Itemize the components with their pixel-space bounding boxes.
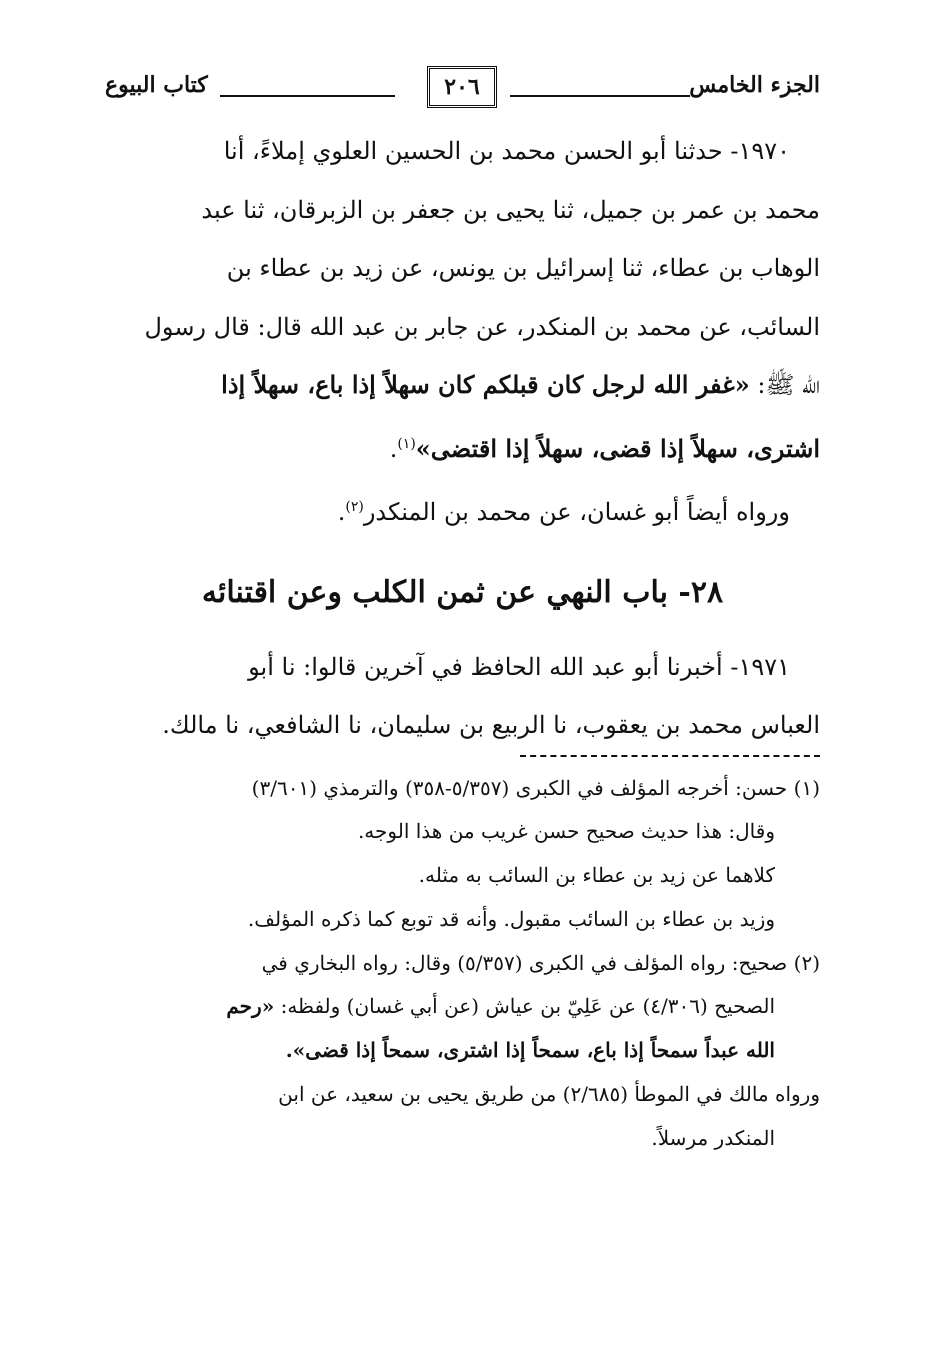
hadith-1970-line-2: محمد بن عمر بن جميل، ثنا يحيى بن جعفر بن الزبرقان، ثنا عبد — [201, 195, 820, 224]
page-header — [105, 62, 820, 122]
hadith-1970-quote-end: اشترى، سهلاً إذا قضى، سهلاً إذا اقتضى» — [415, 433, 820, 463]
hadith-1970-alt-narration — [105, 478, 820, 542]
alt-narration-end: . — [337, 498, 346, 526]
book-section-title: كتاب البيوع — [105, 72, 208, 98]
header-rule-right — [510, 95, 690, 97]
footnote-2-quote-start: «رحم — [226, 994, 275, 1019]
footnote-2-line-1: (٢) صحيح: رواه المؤلف في الكبرى (٥/٣٥٧) وقال: رواه البخاري في — [261, 950, 820, 975]
page-number: ٢٠٦ — [427, 66, 497, 108]
footnote-1-line-2: وقال: هذا حديث صحيح حسن غريب من هذا الوجه. — [357, 819, 775, 844]
hadith-1970-line-3: الوهاب بن عطاء، ثنا إسرائيل بن يونس، عن زيد بن عطاء بن — [226, 254, 820, 282]
footnote-2-line-3: الله عبداً سمحاً إذا باع، سمحاً إذا اشترى، سمحاً إذا قضى». — [285, 1038, 775, 1063]
hadith-1970-line-6 — [105, 415, 820, 479]
chapter-heading: ٢٨- باب النهي عن ثمن الكلب وعن اقتنائه — [201, 574, 724, 610]
hadith-1971-line-1: ١٩٧١- أخبرنا أبو عبد الله الحافظ في آخرين قالوا: نا أبو — [248, 652, 790, 681]
footnote-1-line-3: كلاهما عن زيد بن عطاء بن السائب به مثله. — [418, 863, 775, 888]
footnote-2-line-2 — [105, 985, 820, 1029]
hadith-1970-quote-start: «غفر الله لرجل كان قبلكم كان سهلاً إذا باع، سهلاً إذا — [221, 370, 750, 399]
hadith-1970-line-5-start: الله ﷺ: — [749, 371, 820, 399]
hadith-1970-line-5 — [105, 356, 820, 415]
footnote-2-line-5: المنكدر مرسلاً. — [651, 1125, 775, 1150]
footnote-separator — [520, 755, 820, 757]
hadith-1970-line-1: ١٩٧٠- حدثنا أبو الحسن محمد بن الحسين العلوي إملاءً، أنا — [223, 137, 790, 165]
footnote-1-line-1: (١) حسن: أخرجه المؤلف في الكبرى (٥/٣٥٧-٣٥٨) والترمذي (٣/٦٠١) — [251, 775, 820, 800]
footnote-2-line-2-start: الصحيح (٤/٣٠٦) عن عَلِيّ بن عياش (عن أبي غسان) ولفظه: — [274, 994, 775, 1019]
footnote-ref-1: (١) — [397, 435, 416, 452]
footnote-1-line-4: وزيد بن عطاء بن السائب مقبول. وأنه قد توبع كما ذكره المؤلف. — [247, 906, 775, 931]
alt-narration-text: ورواه أيضاً أبو غسان، عن محمد بن المنكدر — [363, 498, 790, 526]
header-rule-left — [220, 95, 395, 97]
hadith-1971-line-2: العباس محمد بن يعقوب، نا الربيع بن سليمان، نا الشافعي، نا مالك. — [162, 711, 820, 739]
main-text — [105, 122, 820, 755]
footnote-ref-2: (٢) — [345, 499, 364, 515]
footnotes — [105, 767, 820, 1161]
footnote-2-line-4: ورواه مالك في الموطأ (٢/٦٨٥) من طريق يحيى بن سعيد، عن ابن — [278, 1082, 820, 1107]
hadith-1970-line-6-end: . — [389, 434, 398, 463]
hadith-1970-line-4: السائب، عن محمد بن المنكدر، عن جابر بن عبد الله قال: قال رسول — [144, 312, 820, 341]
volume-title: الجزء الخامس — [689, 72, 820, 98]
book-page — [105, 62, 820, 1161]
